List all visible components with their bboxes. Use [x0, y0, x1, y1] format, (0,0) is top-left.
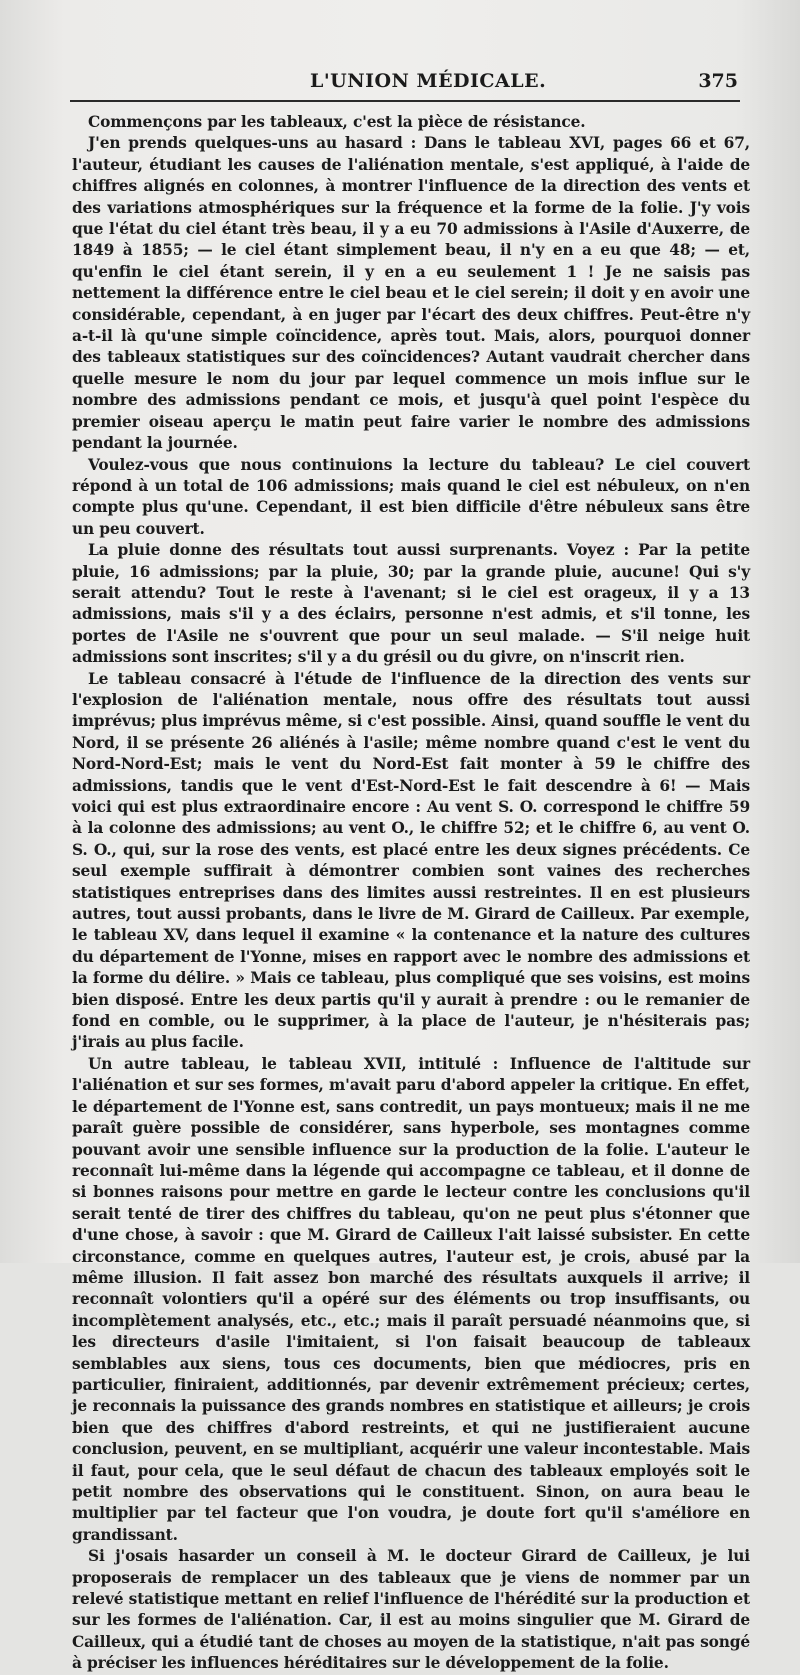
paragraph-3: Voulez-vous que nous continuions la lecture du tableau? Le ciel couvert répond à un total de 106 admissions; mais quand le ciel est nébuleux, on n'en compte plus qu'une. Cependant, il est bien difficile d'être nébuleux sans être un peu couvert. — [72, 455, 750, 538]
paragraph-4: La pluie donne des résultats tout aussi surprenants. Voyez : Par la petite pluie, 16 admissions; par la pluie, 30; par la grande pluie, aucune! Qui s'y serait attendu? Tout le reste à l'avenant; si le ciel est orageux, il y a 13 admissions, mais s'il y a des éclairs, personne n'est admis, et s'il tonne, les portes de l'Asile ne s'ouvrent que pour un seul malade. — S'il neige huit admissions sont inscrites; s'il y a du grésil ou du givre, on n'inscrit rien. — [72, 541, 750, 667]
paragraph-6: Un autre tableau, le tableau XVII, intitulé : Influence de l'altitude sur l'aliénation et sur ses formes, m'avait paru d'abord appeler la critique. En effet, le département de l'Yonne est, sans contredit, un pays montueux; mais il ne me paraît guère possible de considérer, sans hyperbole, ses montagnes comme pouvant avoir une sensible influence sur la production de la folie. L'auteur le reconnaît lui-même dans la légende qui accompagne ce tableau, et il donne de si bonnes raisons pour mettre en garde le lecteur contre les conclusions qu'il serait tenté de tirer des chiffres du tableau, qu'on ne peut plus s'étonner que d'une chose, à savoir : que M. Girard de Cailleux l'ait laissé subsister. En cette circonstance, comme en quelques autres, l'auteur est, je crois, abusé par la même illusion. Il fait assez bon marché des résultats auxquels il arrive; il reconnaît volontiers qu'il a opéré sur des éléments ou trop insuffisants, ou incomplètement analysés, etc., etc.; mais il paraît persuadé néanmoins que, si les directeurs d'asile l'imitaient, si l'on faisait beaucoup de tableaux semblables aux siens, tous ces documents, bien que médiocres, pris en particulier, finiraient, additionnés, par devenir extrêmement précieux; certes, je reconnais la puissance des grands nombres en statistique et ailleurs; je crois bien que des chiffres d'abord restreints, et qui ne justifieraient aucune conclusion, peuvent, en se multipliant, acquérir une valeur incontestable. Mais il faut, pour cela, que le seul défaut de chacun des tableaux employés soit le petit nombre des observations qui le constituent. Sinon, on aura beau le multiplier par tel facteur que l'on voudra, je doute fort qu'il s'améliore en grandissant. — [72, 1054, 750, 1544]
body-text — [72, 112, 750, 1675]
paragraph-2: J'en prends quelques-uns au hasard : Dans le tableau XVI, pages 66 et 67, l'auteur, étudiant les causes de l'aliénation mentale, s'est appliqué, à l'aide de chiffres alignés en colonnes, à montrer l'influence de la direction des vents et des variations atmosphériques sur la fréquence et la forme de la folie. J'y vois que l'état du ciel étant très beau, il y a eu 70 admissions à l'Asile d'Auxerre, de 1849 à 1855; — le ciel étant simplement beau, il n'y en a eu que 48; — et, qu'enfin le ciel étant serein, il y en a eu seulement 1 ! Je ne saisis pas nettement la différence entre le ciel beau et le ciel serein; il doit y en avoir une considérable, cependant, à en juger par l'écart des deux chiffres. Peut-être n'y a-t-il là qu'une simple coïncidence, après tout. Mais, alors, pourquoi donner des tableaux statistiques sur des coïncidences? Autant vaudrait chercher dans quelle mesure le nom du jour par lequel commence un mois influe sur le nombre des admissions pendant ce mois, et jusqu'à quel point l'espèce du premier oiseau aperçu le matin peut faire varier le nombre des admissions pendant la journée. — [72, 134, 750, 453]
paragraph-5: Le tableau consacré à l'étude de l'influence de la direction des vents sur l'explosion de l'aliénation mentale, nous offre des résultats tout aussi imprévus; plus imprévus même, si c'est possible. Ainsi, quand souffle le vent du Nord, il se présente 26 aliénés à l'asile; même nombre quand c'est le vent du Nord-Nord-Est; mais le vent du Nord-Est fait monter à 59 le chiffre des admissions, tandis que le vent d'Est-Nord-Est le fait descendre à 6! — Mais voici qui est plus extraordinaire encore : Au vent S. O. correspond le chiffre 59 à la colonne des admissions; au vent O., le chiffre 52; et le chiffre 6, au vent O. S. O., qui, sur la rose des vents, est placé entre les deux signes précédents. Ce seul exemple suffirait à démontrer combien sont vaines des recherches statistiques entreprises dans des limites aussi restreintes. Il en est plusieurs autres, tout aussi probants, dans le livre de M. Girard de Cailleux. Par exemple, le tableau XV, dans lequel il examine « la contenance et la nature des cultures du département de l'Yonne, mises en rapport avec le nombre des admissions et la forme du délire. » Mais ce tableau, plus compliqué que ses voisins, est moins bien disposé. Entre les deux partis qu'il y aurait à prendre : ou le remanier de fond en comble, ou le supprimer, à la place de l'auteur, je n'hésiterais pas; j'irais au plus facile. — [72, 669, 750, 1052]
page-header — [70, 68, 740, 98]
paragraph-7: Si j'osais hasarder un conseil à M. le docteur Girard de Cailleux, je lui proposerais de remplacer un des tableaux que je viens de nommer par un relevé statistique mettant en relief l'influence de l'hérédité sur la production et sur les formes de l'aliénation. Car, il est au moins singulier que M. Girard de Cailleux, qui a étudié tant de choses au moyen de la statistique, n'ait pas songé à préciser les influences héréditaires sur le développement de la folie. — [72, 1547, 750, 1673]
running-title: L'UNION MÉDICALE. — [310, 70, 547, 92]
header-rule — [70, 100, 740, 102]
page-number: 375 — [698, 70, 738, 92]
paragraph-1: Commençons par les tableaux, c'est la pièce de résistance. — [88, 113, 586, 131]
